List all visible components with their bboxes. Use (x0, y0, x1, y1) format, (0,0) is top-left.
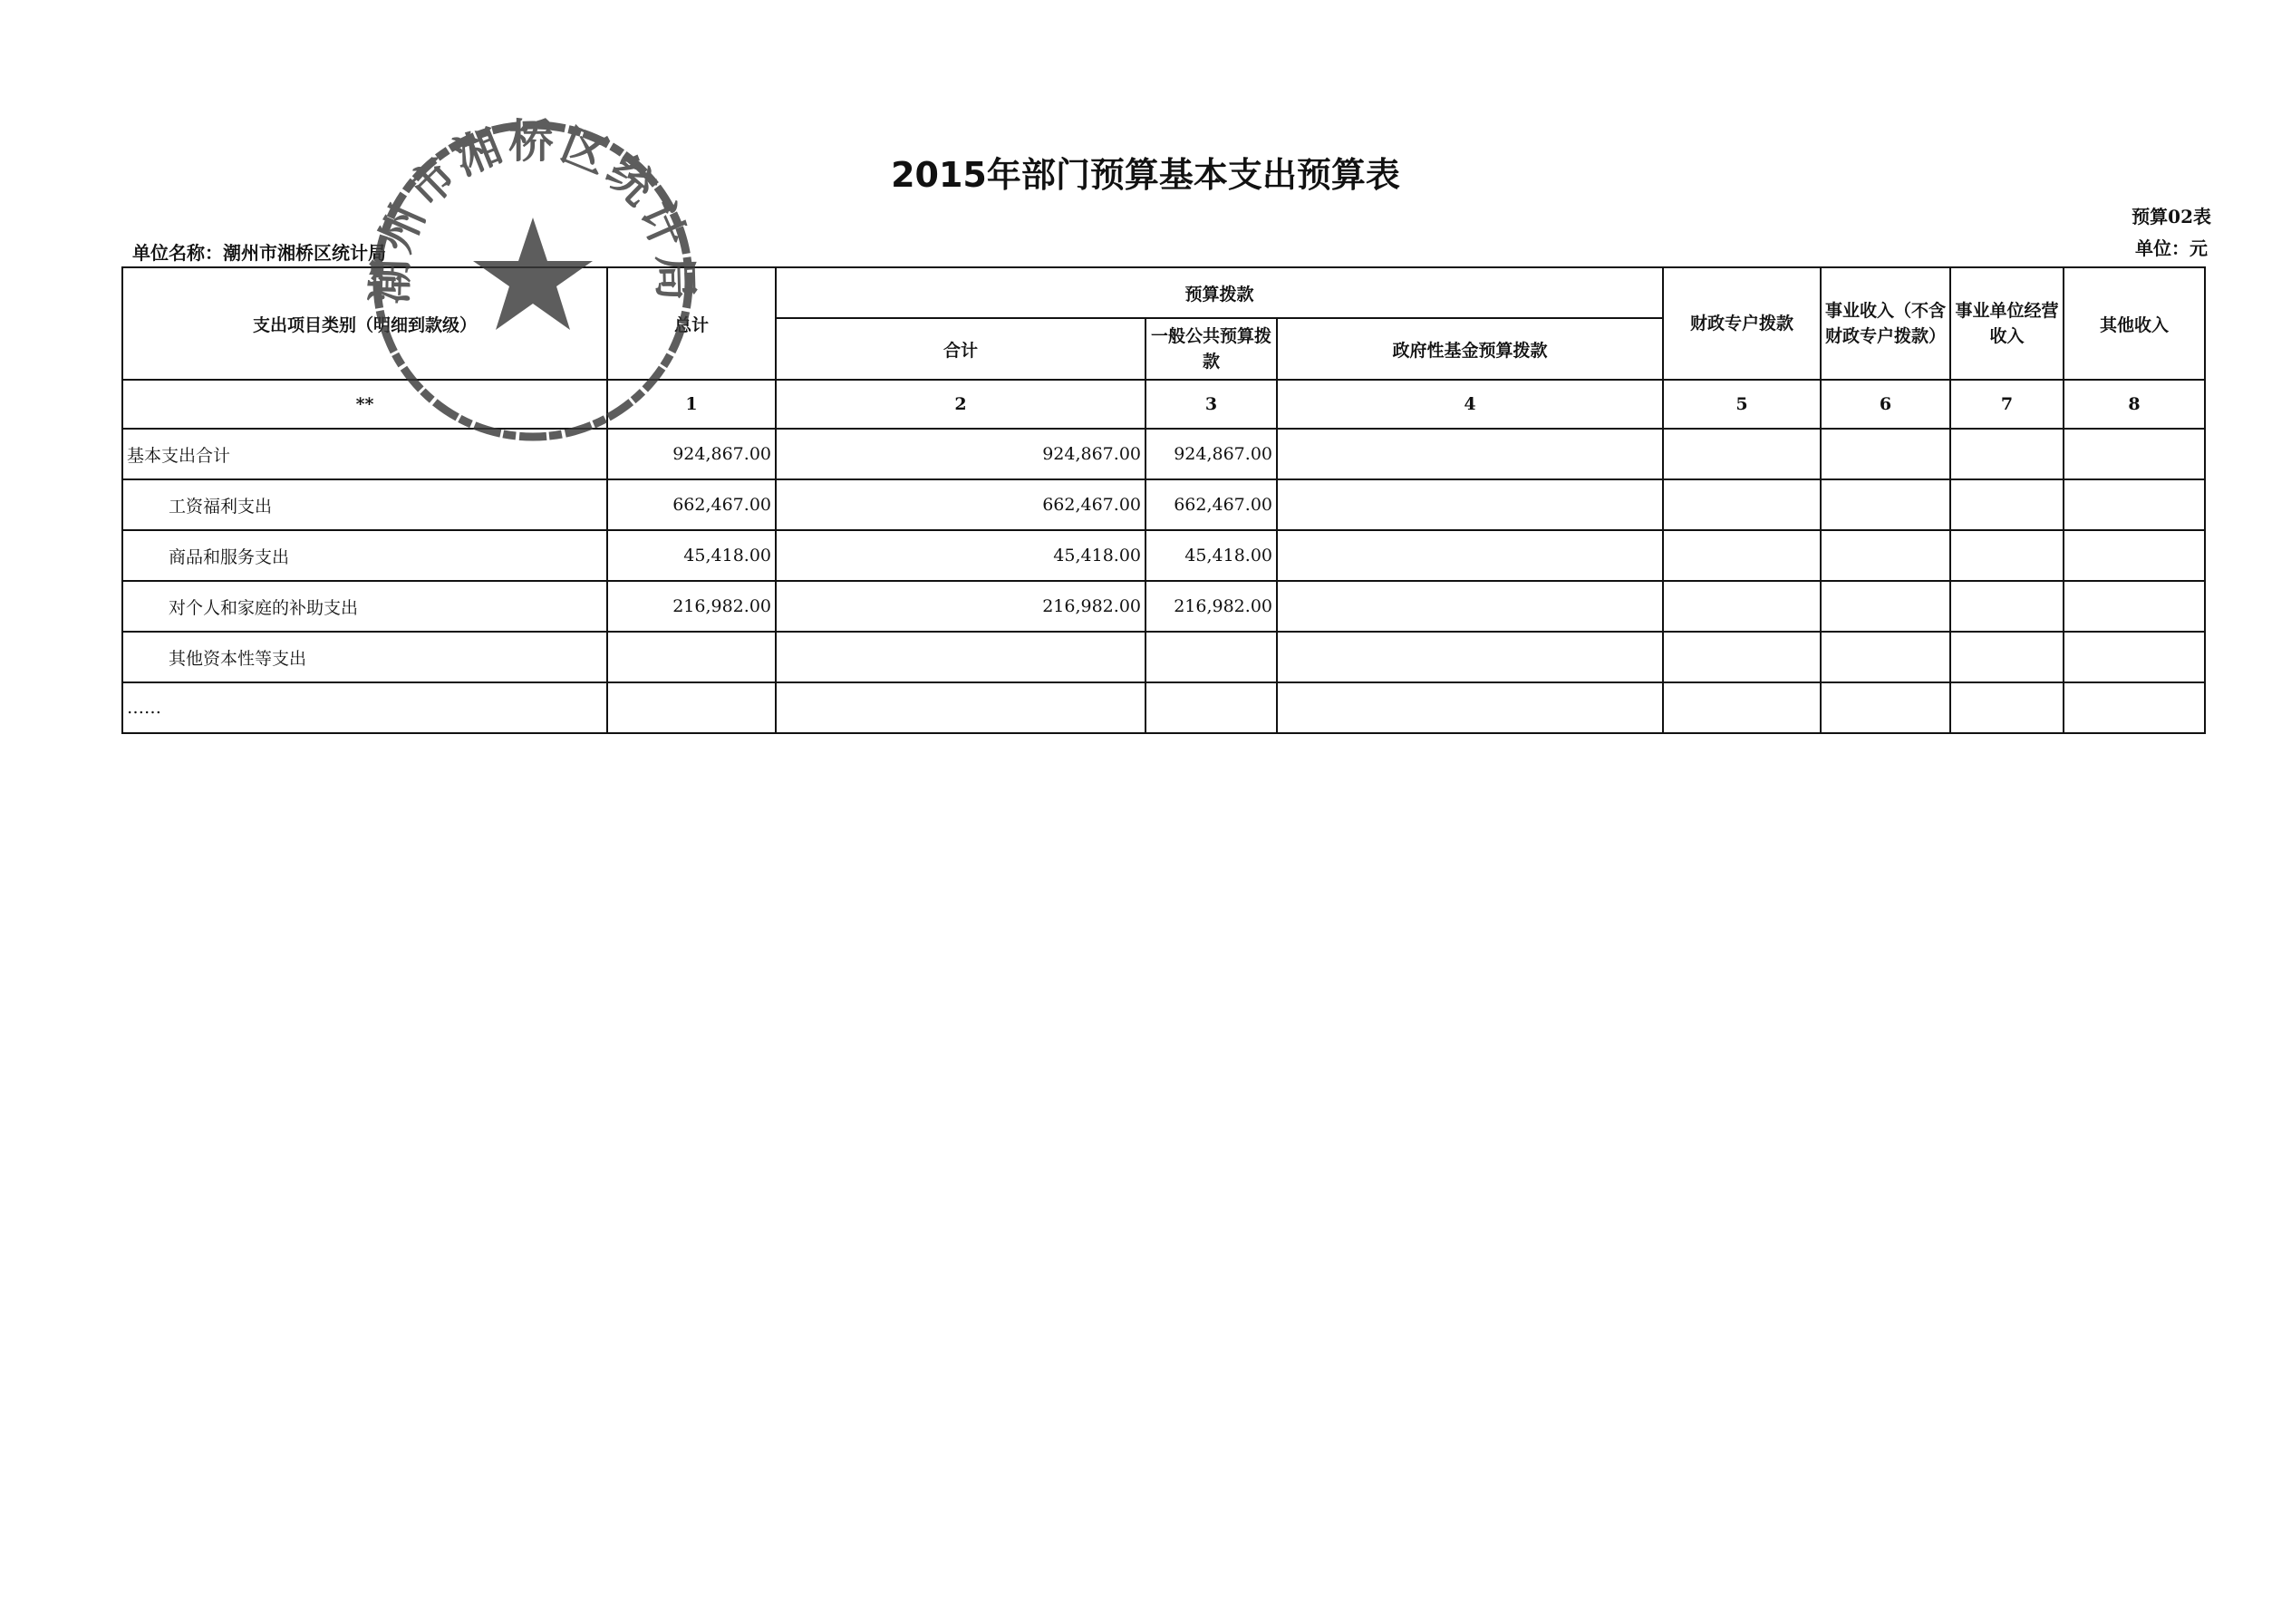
table-row (122, 682, 2205, 733)
table-row (122, 530, 2205, 581)
cell-gov-fund (1277, 479, 1663, 530)
cell-institution-income (1821, 429, 1950, 479)
cell-fiscal-special (1663, 682, 1821, 733)
cell-subtotal (776, 682, 1146, 733)
cell-general-public (1146, 682, 1277, 733)
cell-gov-fund (1277, 682, 1663, 733)
index-cell: 7 (1950, 380, 2064, 429)
cell-business-income (1950, 530, 2064, 581)
cell-business-income (1950, 632, 2064, 682)
cell-total: 216,982.00 (607, 581, 776, 632)
row-name: …… (122, 682, 607, 733)
cell-fiscal-special (1663, 581, 1821, 632)
header-general-public: 一般公共预算拨款 (1146, 318, 1277, 380)
cell-institution-income (1821, 632, 1950, 682)
table-row (122, 632, 2205, 682)
cell-subtotal: 216,982.00 (776, 581, 1146, 632)
cell-fiscal-special (1663, 530, 1821, 581)
cell-other-income (2064, 479, 2205, 530)
cell-subtotal: 662,467.00 (776, 479, 1146, 530)
cell-institution-income (1821, 682, 1950, 733)
index-cell: 4 (1277, 380, 1663, 429)
cell-general-public: 924,867.00 (1146, 429, 1277, 479)
form-number: 预算02表 (2132, 206, 2211, 227)
cell-other-income (2064, 581, 2205, 632)
header-institution-income: 事业收入（不含财政专户拨款） (1821, 267, 1950, 380)
index-cell: 6 (1821, 380, 1950, 429)
cell-institution-income (1821, 530, 1950, 581)
cell-general-public: 45,418.00 (1146, 530, 1277, 581)
official-seal-stamp (361, 109, 705, 453)
seal-star-icon (473, 218, 593, 330)
cell-general-public: 216,982.00 (1146, 581, 1277, 632)
row-name: 工资福利支出 (122, 479, 607, 530)
cell-institution-income (1821, 581, 1950, 632)
cell-business-income (1950, 429, 2064, 479)
cell-total: 45,418.00 (607, 530, 776, 581)
header-category: 支出项目类别（明细到款级） (122, 267, 607, 380)
cell-total: 662,467.00 (607, 479, 776, 530)
cell-gov-fund (1277, 429, 1663, 479)
index-cell: 8 (2064, 380, 2205, 429)
cell-other-income (2064, 632, 2205, 682)
currency-unit: 单位：元 (2135, 237, 2208, 259)
header-fiscal-special: 财政专户拨款 (1663, 267, 1821, 380)
cell-other-income (2064, 682, 2205, 733)
index-cell: 2 (776, 380, 1146, 429)
row-name: 基本支出合计 (122, 429, 607, 479)
cell-other-income (2064, 429, 2205, 479)
cell-total (607, 632, 776, 682)
cell-business-income (1950, 682, 2064, 733)
cell-subtotal: 45,418.00 (776, 530, 1146, 581)
cell-total: 924,867.00 (607, 429, 776, 479)
cell-subtotal: 924,867.00 (776, 429, 1146, 479)
table-row (122, 479, 2205, 530)
cell-business-income (1950, 479, 2064, 530)
cell-subtotal (776, 632, 1146, 682)
page-title: 2015年部门预算基本支出预算表 (891, 155, 1400, 195)
cell-fiscal-special (1663, 632, 1821, 682)
header-total: 总计 (607, 267, 776, 380)
table-row (122, 581, 2205, 632)
index-cell: 3 (1146, 380, 1277, 429)
header-gov-fund: 政府性基金预算拨款 (1277, 318, 1663, 380)
header-budget-appropriation: 预算拨款 (776, 267, 1663, 318)
unit-name: 单位名称：潮州市湘桥区统计局 (132, 242, 386, 264)
header-subtotal: 合计 (776, 318, 1146, 380)
row-name: 商品和服务支出 (122, 530, 607, 581)
header-other-income: 其他收入 (2064, 267, 2205, 380)
index-cell: ** (122, 380, 607, 429)
row-name: 其他资本性等支出 (122, 632, 607, 682)
cell-fiscal-special (1663, 479, 1821, 530)
cell-fiscal-special (1663, 429, 1821, 479)
cell-gov-fund (1277, 530, 1663, 581)
cell-gov-fund (1277, 581, 1663, 632)
index-cell: 1 (607, 380, 776, 429)
row-name: 对个人和家庭的补助支出 (122, 581, 607, 632)
cell-other-income (2064, 530, 2205, 581)
cell-institution-income (1821, 479, 1950, 530)
cell-gov-fund (1277, 632, 1663, 682)
index-cell: 5 (1663, 380, 1821, 429)
cell-total (607, 682, 776, 733)
seal-text: 潮州市湘桥区统计局 (363, 114, 702, 305)
cell-general-public (1146, 632, 1277, 682)
header-business-income: 事业单位经营收入 (1950, 267, 2064, 380)
cell-general-public: 662,467.00 (1146, 479, 1277, 530)
cell-business-income (1950, 581, 2064, 632)
